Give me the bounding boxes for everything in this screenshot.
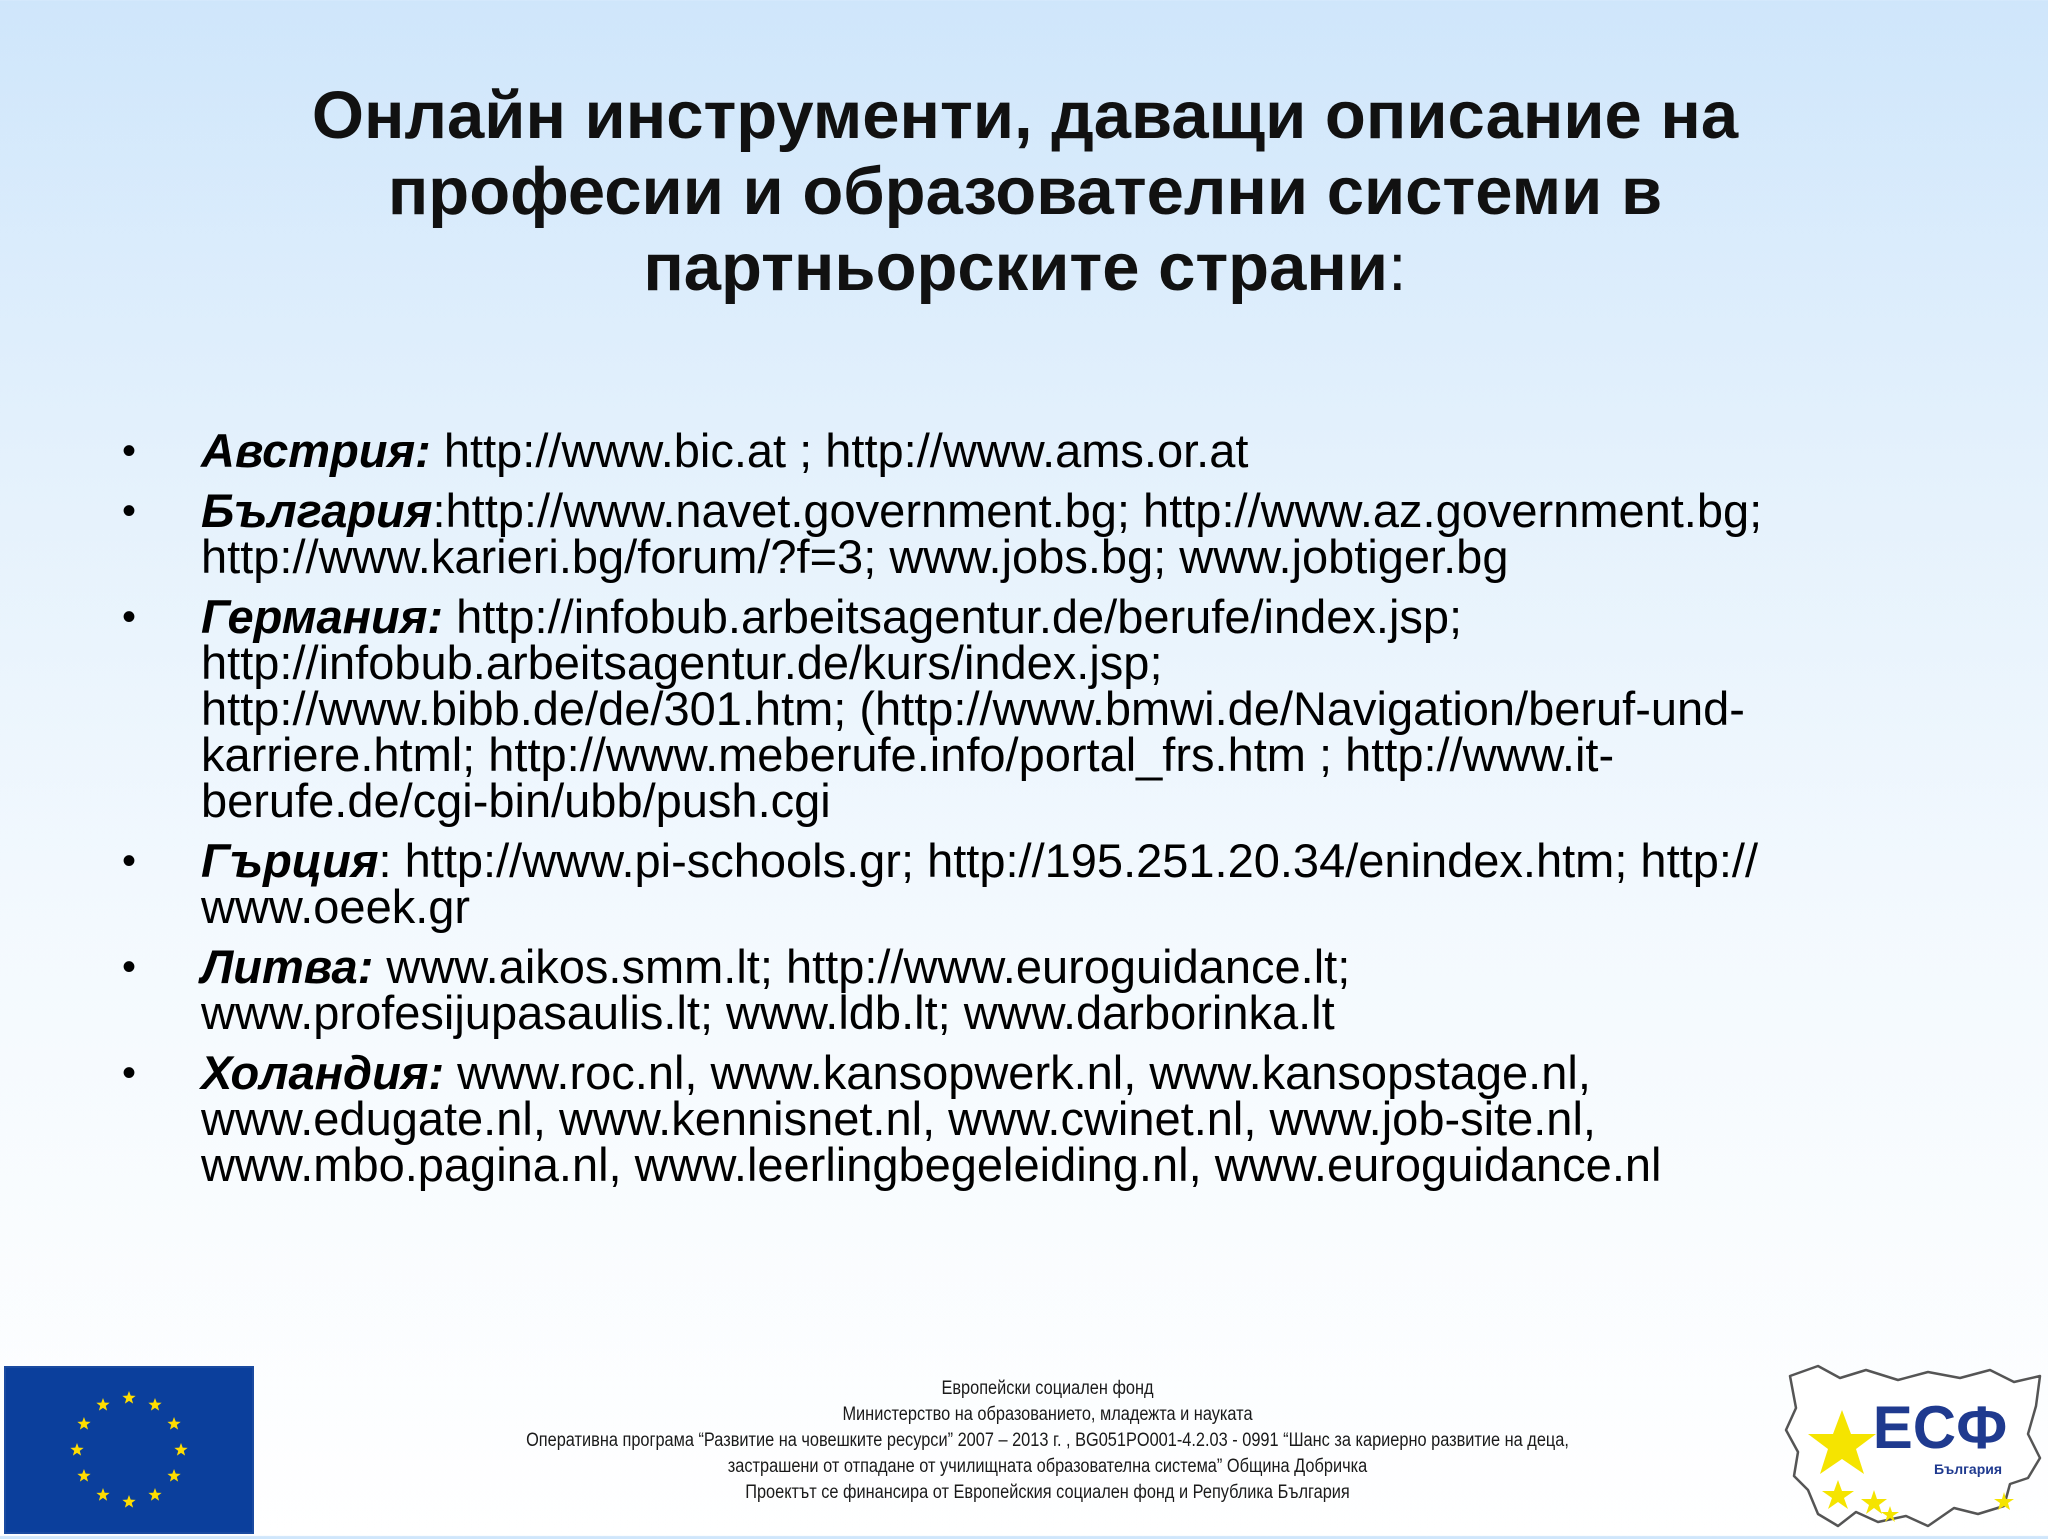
eu-flag-icon (6, 1368, 252, 1532)
title-colon: : (1388, 230, 1407, 305)
url-text: karriere.html; http://www.meberufe.info/portal_frs.htm ; http://www.it- (201, 728, 1615, 781)
country-resource-list (122, 424, 1922, 1202)
title-line-3-text: партньорските страни (643, 230, 1389, 305)
list-item-greece (122, 834, 1922, 933)
esf-logo-subtext: България (1933, 1461, 2003, 1477)
footer-line-2: Министерство на образованието, младежта и науката (842, 1404, 1253, 1425)
title-line-2: професии и образователни системи в (387, 154, 1663, 229)
slide-title (160, 78, 1890, 306)
list-item-bulgaria (122, 484, 1922, 583)
list-item-germany (122, 590, 1922, 827)
bullet-icon: • (122, 595, 137, 639)
bulgaria-map-icon (1778, 1356, 2046, 1534)
footer-line-5: Проектът се финансира от Европейския социален фонд и Република България (745, 1482, 1350, 1503)
list-item-lithuania (122, 940, 1922, 1039)
footer-funding-notice (473, 1376, 1621, 1506)
footer-line-3: Оперативна програма “Развитие на човешките ресурси” 2007 – 2013 г. , BG051PO001-4.2.03 - 0991 “Шанс за кариерно развитие на деца, (526, 1430, 1569, 1451)
url-text: www.aikos.smm.lt; http://www.euroguidance.lt; (373, 940, 1351, 993)
url-text: www.roc.nl, www.kansopwerk.nl, www.kansopstage.nl, (444, 1046, 1591, 1099)
bullet-icon: • (122, 945, 137, 989)
url-text: www.oeek.gr (201, 880, 471, 933)
footer-line-1: Европейски социален фонд (941, 1378, 1154, 1399)
footer-line-4: застрашени от отпадане от училищната образователна система” Община Добричка (727, 1456, 1368, 1477)
url-text: www.profesijupasaulis.lt; www.ldb.lt; www.darborinka.lt (201, 986, 1335, 1039)
country-label: Австрия: (201, 424, 431, 477)
country-label: Германия: (201, 590, 444, 643)
url-text: http://www.bic.at ; http://www.ams.or.at (430, 424, 1249, 477)
bullet-icon: • (122, 839, 137, 883)
bullet-icon: • (122, 429, 137, 473)
url-text: www.edugate.nl, www.kennisnet.nl, www.cwinet.nl, www.job-site.nl, (201, 1092, 1596, 1145)
url-text: : http://www.pi-schools.gr; http://195.251.20.34/enindex.htm; http:// (378, 834, 1759, 887)
url-text: http://infobub.arbeitsagentur.de/berufe/index.jsp; (443, 590, 1463, 643)
country-label: Гърция (201, 834, 379, 887)
url-text: http://www.bibb.de/de/301.htm; (http://www.bmwi.de/Navigation/beruf-und- (201, 682, 1745, 735)
bullet-icon: • (122, 1051, 137, 1095)
url-text: http://infobub.arbeitsagentur.de/kurs/index.jsp; (201, 636, 1163, 689)
esf-logo-text: ЕСФ (1872, 1394, 2008, 1461)
country-label: България (201, 484, 433, 537)
title-line-3 (160, 230, 1890, 306)
esf-bulgaria-logo (1778, 1356, 2046, 1534)
eu-flag-logo (4, 1366, 254, 1534)
country-label: Литва: (201, 940, 374, 993)
url-text: http://www.karieri.bg/forum/?f=3; www.jobs.bg; www.jobtiger.bg (201, 530, 1509, 583)
title-line-1: Онлайн инструменти, даващи описание на (311, 78, 1739, 153)
list-item-netherlands (122, 1046, 1922, 1191)
list-item-austria (122, 424, 1922, 477)
url-text: www.mbo.pagina.nl, www.leerlingbegeleiding.nl, www.euroguidance.nl (201, 1138, 1662, 1191)
country-label: Холандия: (201, 1046, 445, 1099)
bullet-icon: • (122, 489, 137, 533)
url-text: :http://www.navet.government.bg; http://www.az.government.bg; (432, 484, 1763, 537)
url-text: berufe.de/cgi-bin/ubb/push.cgi (201, 774, 831, 827)
